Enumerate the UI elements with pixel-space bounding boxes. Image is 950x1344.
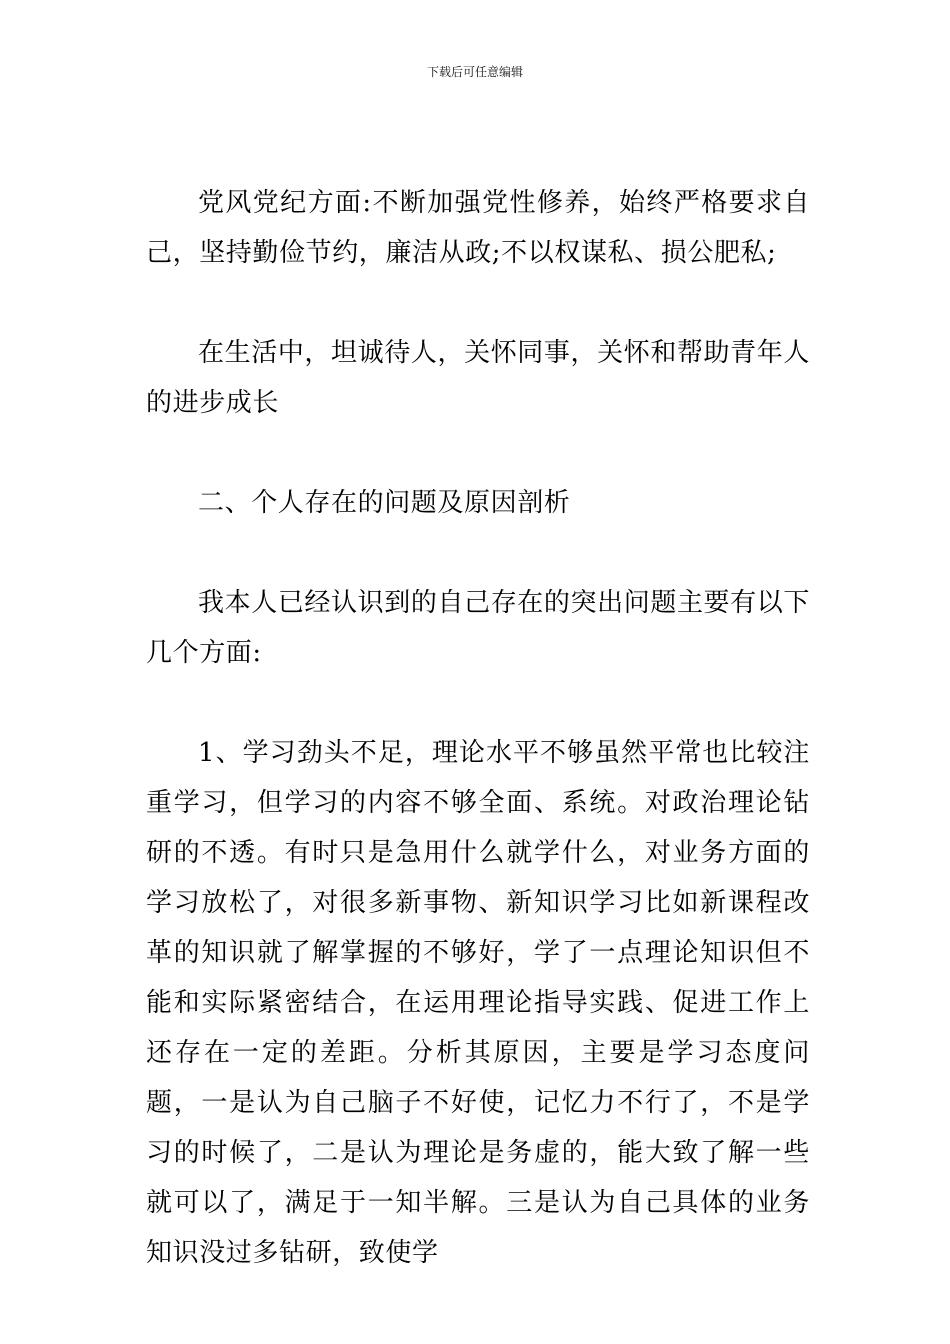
document-body <box>146 178 810 1278</box>
paragraph-party-discipline: 党风党纪方面:不断加强党性修养，始终严格要求自己，坚持勤俭节约，廉洁从政;不以权谋私、损公肥私; <box>146 188 810 268</box>
page-header: 下载后可任意编辑 <box>426 65 523 79</box>
paragraph-intro-problems: 我本人已经认识到的自己存在的突出问题主要有以下几个方面: <box>146 588 810 668</box>
section-heading-problems: 二、个人存在的问题及原因剖析 <box>198 488 571 518</box>
paragraph-spacer <box>146 278 810 328</box>
paragraph-life: 在生活中，坦诚待人，关怀同事，关怀和帮助青年人的进步成长 <box>146 338 810 418</box>
paragraph-spacer <box>146 428 810 478</box>
paragraph-spacer <box>146 528 810 578</box>
paragraph-problem-1: 1、学习劲头不足，理论水平不够虽然平常也比较注重学习，但学习的内容不够全面、系统。对政治理论钻研的不透。有时只是急用什么就学什么，对业务方面的学习放松了，对很多新事物、新知识学习比如新课程改革的知识就了解掌握的不够好，学了一点理论知识但不能和实际紧密结合，在运用理论指导实践、促进工作上还存在一定的差距。分析其原因，主要是学习态度问题，一是认为自己脑子不好使，记忆力不行了，不是学习的时候了，二是认为理论是务虚的，能大致了解一些就可以了，满足于一知半解。三是认为自己具体的业务知识没过多钻研，致使学 <box>146 738 810 1268</box>
paragraph-spacer <box>146 678 810 728</box>
